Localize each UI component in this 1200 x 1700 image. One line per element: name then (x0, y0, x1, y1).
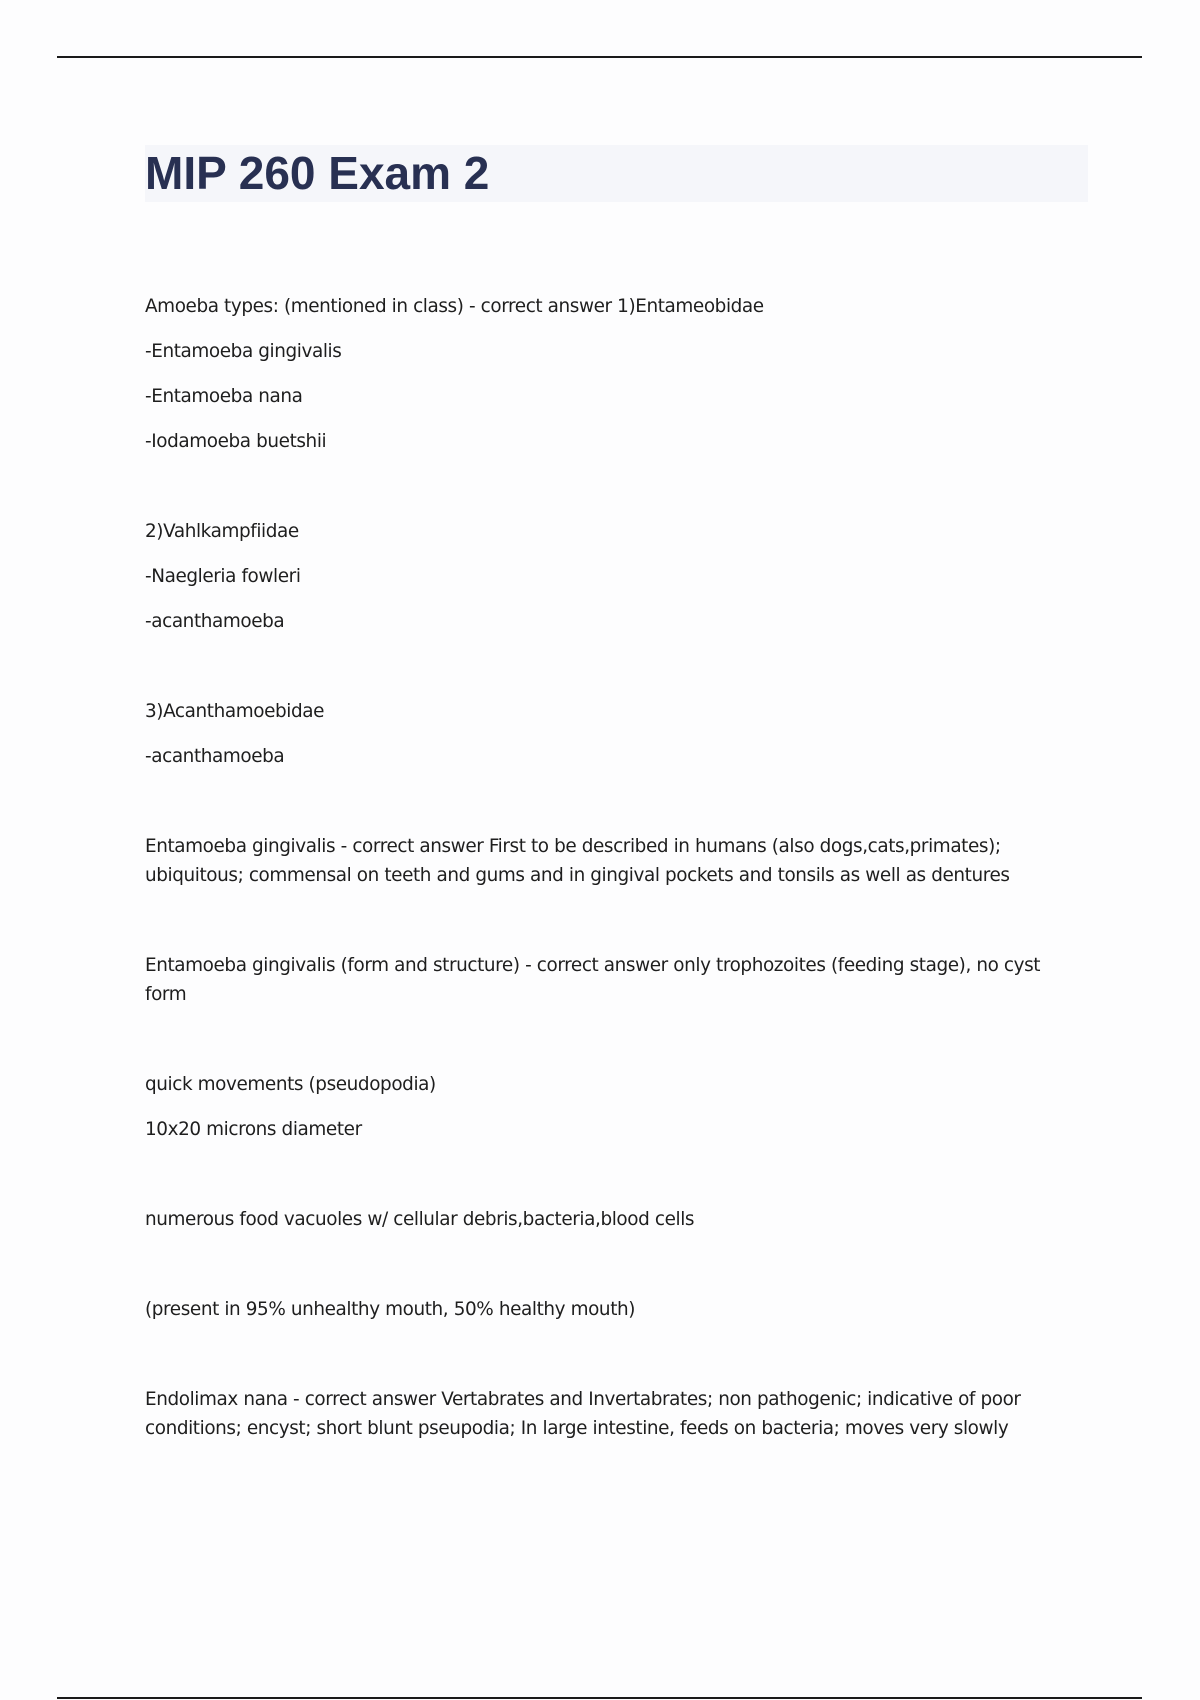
text-line: numerous food vacuoles w/ cellular debris,bacteria,blood cells (145, 1209, 695, 1230)
text-line: -Entamoeba nana (145, 386, 303, 407)
text-paragraph: Entamoeba gingivalis - correct answer First to be described in humans (also dogs,cats,primates); ubiquitous; commensal on teeth and gums and in gingival pockets and tonsils as well as dentures (145, 836, 1010, 886)
page-title: MIP 260 Exam 2 (145, 147, 490, 199)
text-line: 2)Vahlkampfiidae (145, 521, 299, 542)
text-line: -Iodamoeba buetshii (145, 431, 327, 452)
text-line: (present in 95% unhealthy mouth, 50% healthy mouth) (145, 1299, 636, 1320)
text-line: -Entamoeba gingivalis (145, 341, 342, 362)
top-divider (57, 56, 1142, 58)
text-line: -Naegleria fowleri (145, 566, 301, 587)
text-paragraph: Endolimax nana - correct answer Vertabrates and Invertabrates; non pathogenic; indicative of poor conditions; encyst; short blunt pseupodia; In large intestine, feeds on bacteria; moves very slowly (145, 1389, 1021, 1439)
text-line: -acanthamoeba (145, 746, 285, 767)
text-paragraph: Entamoeba gingivalis (form and structure) - correct answer only trophozoites (feeding stage), no cyst form (145, 955, 1041, 1005)
text-line: 3)Acanthamoebidae (145, 701, 325, 722)
bottom-divider (57, 1697, 1142, 1699)
text-line: -acanthamoeba (145, 611, 285, 632)
text-line: 10x20 microns diameter (145, 1119, 362, 1140)
text-line: Amoeba types: (mentioned in class) - correct answer 1)Entameobidae (145, 296, 764, 317)
text-line: quick movements (pseudopodia) (145, 1074, 436, 1095)
document-body (145, 292, 1075, 1443)
